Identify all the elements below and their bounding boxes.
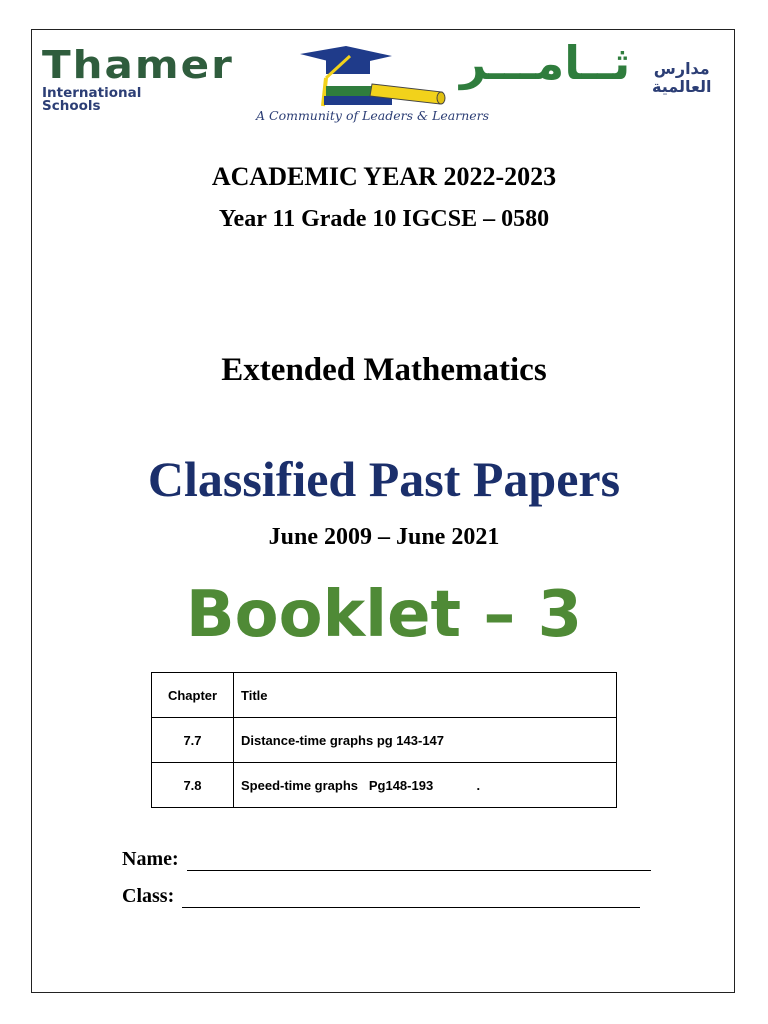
subject-title: Extended Mathematics	[221, 352, 547, 388]
logo-subtitle-2: Schools	[42, 98, 101, 114]
grade-line: Year 11 Grade 10 IGCSE – 0580	[218, 206, 550, 232]
class-blank-line[interactable]	[182, 887, 640, 908]
table-header-row	[152, 673, 617, 718]
logo-arabic-name: ثــامـــر	[460, 36, 631, 90]
school-logo-english	[42, 42, 234, 114]
name-blank-line[interactable]	[187, 850, 651, 871]
chapter-title: Distance-time graphs pg 143-147	[234, 718, 617, 763]
chapter-title: Speed-time graphs Pg148-193 .	[234, 763, 617, 808]
academic-year: ACADEMIC YEAR 2022-2023	[211, 162, 557, 191]
chapters-table	[151, 672, 617, 808]
graduation-cap-books-icon	[296, 44, 446, 114]
document-title: Classified Past Papers	[147, 451, 621, 507]
logo-arabic-sub-1: مدارس	[653, 59, 710, 78]
date-range: June 2009 – June 2021	[268, 524, 500, 550]
class-label: Class:	[122, 885, 175, 907]
class-field	[122, 885, 640, 908]
booklet-number: Booklet – 3	[185, 578, 583, 652]
chapter-number: 7.7	[152, 718, 234, 763]
logo-tagline: A Community of Leaders & Learners	[256, 108, 490, 123]
logo-subtitle-1: International	[42, 85, 142, 101]
logo-name: Thamer	[42, 42, 234, 88]
table-header-title: Title	[234, 673, 617, 718]
table-header-chapter: Chapter	[152, 673, 234, 718]
name-field	[122, 848, 651, 871]
table-row	[152, 718, 617, 763]
name-label: Name:	[122, 848, 179, 870]
table-row	[152, 763, 617, 808]
logo-arabic-sub-2: العالمية	[652, 77, 712, 96]
chapter-number: 7.8	[152, 763, 234, 808]
logo-arabic-sub	[652, 60, 712, 96]
